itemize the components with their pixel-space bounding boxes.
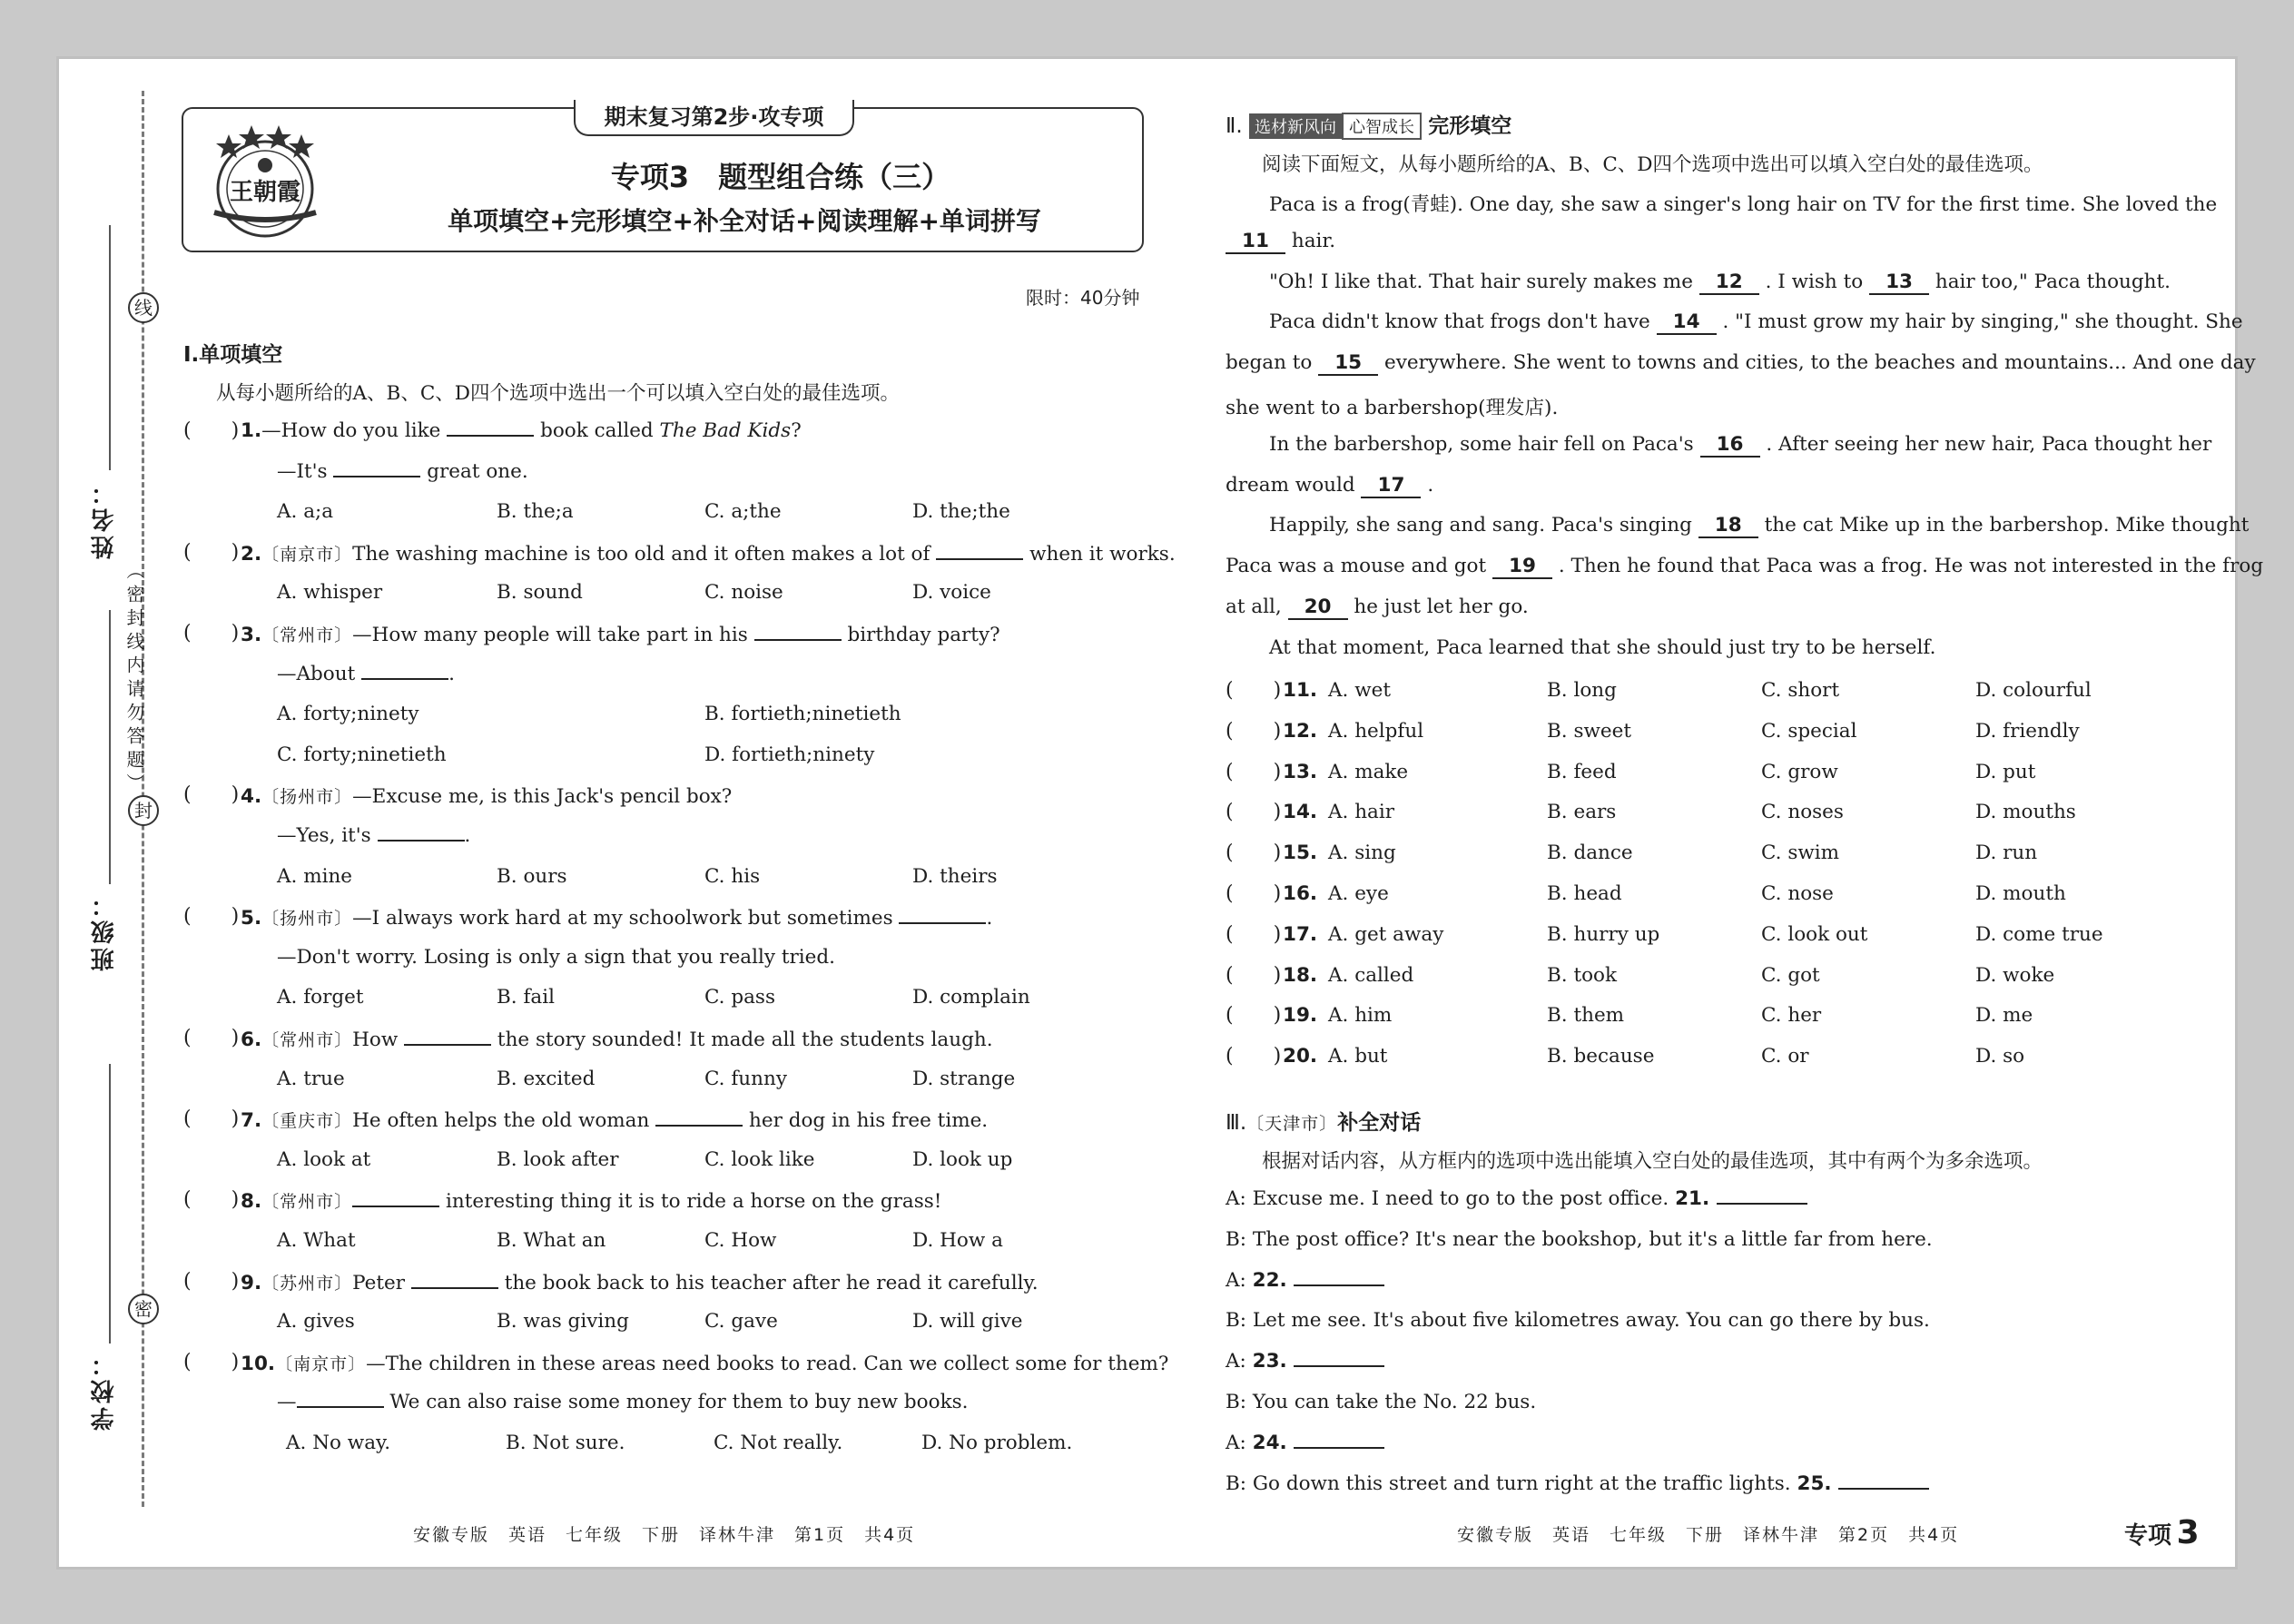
option[interactable]: C. look out [1761,922,1868,946]
option[interactable]: D. colourful [1975,679,2092,702]
cloze-blank[interactable]: 19 [1492,555,1552,579]
passage-text: began to [1226,351,1319,375]
question-number: 17. [1283,922,1318,946]
answer-bracket[interactable]: ( ) [183,1188,240,1212]
option[interactable]: B. look after [497,1147,619,1171]
passage-text: In the barbershop, some hair fell on Paca's [1269,432,1700,456]
option[interactable]: C. nose [1761,882,1834,905]
option[interactable]: B. took [1547,963,1618,987]
passage-text: . Then he found that Paca was a frog. He was not interested in the frog [1558,555,2264,578]
question-number: 15. [1283,842,1318,865]
stem-text: —I always work hard at my schoolwork but sometimes [352,907,900,930]
question-stem [241,905,992,930]
passage-line [1269,310,2243,335]
option[interactable]: B. sound [497,581,583,605]
question-reply [277,663,455,685]
passage-line [1269,189,2217,217]
option[interactable]: B. fortieth;ninetieth [704,703,901,726]
option[interactable]: B. them [1547,1004,1625,1028]
option[interactable]: C. her [1761,1004,1822,1028]
option[interactable]: A. get away [1328,922,1444,946]
header-tab: 期末复习第2步·攻专项 [574,100,854,136]
passage-text: . "I must grow my hair by singing," she thought. She [1722,310,2243,334]
option[interactable]: B. long [1547,679,1617,702]
dialog-line [1226,1350,1384,1373]
option[interactable]: A. mine [277,864,353,888]
option[interactable]: D. woke [1975,963,2055,987]
reply-text: —Don't worry. Losing is only a sign that you really tried. [277,945,835,969]
option[interactable]: D. put [1975,760,2036,783]
question-source: 〔扬州市〕 [261,787,353,808]
passage-text: . [1427,473,1434,497]
option[interactable]: D. come true [1975,922,2103,946]
cloze-blank[interactable]: 12 [1699,271,1759,295]
stem-text: Peter [352,1271,411,1294]
section1-instruction: 从每小题所给的A、B、C、D四个选项中选出一个可以填入空白处的最佳选项。 [216,382,901,405]
option[interactable]: A. sing [1328,842,1396,865]
footer-left: 安徽专版 英语 七年级 下册 译林牛津 第1页 共4页 [413,1525,916,1545]
answer-blank[interactable] [333,475,420,477]
answer-blank[interactable] [297,1405,384,1408]
option[interactable]: C. or [1761,1045,1809,1068]
line-mark: 线 [128,292,159,323]
option[interactable]: C. noise [704,581,783,605]
question-number: 12. [1283,719,1318,743]
question-number: 7. [241,1109,262,1133]
answer-bracket[interactable]: ( ) [1226,882,1282,905]
option[interactable]: B. was giving [497,1310,629,1334]
stem-text: interesting thing it is to ride a horse on the grass! [439,1190,942,1214]
dialog-line [1226,1187,1807,1210]
answer-bracket[interactable]: ( ) [1226,1045,1282,1068]
option[interactable]: C. special [1761,719,1857,743]
passage-text: everywhere. She went to towns and cities, to the beaches and mountains... And one day [1384,351,2256,375]
question-number: 16. [1283,882,1318,905]
question-stem [241,419,802,442]
cloze-blank[interactable]: 13 [1869,271,1929,295]
option[interactable]: A. gives [277,1310,355,1334]
answer-bracket[interactable]: ( ) [183,622,240,645]
question-stem [241,783,732,808]
passage-text: Paca didn't know that frogs don't have [1269,310,1657,334]
question-number: 8. [241,1190,262,1214]
passage-text: hair. [1291,229,1336,252]
option[interactable]: D. strange [912,1067,1016,1090]
reply-text: We can also raise some money for them to buy new books. [383,1391,969,1414]
dialog-text: B: You can take the No. 22 bus. [1226,1391,1537,1413]
cloze-blank[interactable]: 18 [1698,514,1758,538]
question-number: 19. [1283,1004,1318,1028]
passage-line [1226,474,1433,498]
footer-right: 安徽专版 英语 七年级 下册 译林牛津 第2页 共4页 [1457,1525,1960,1545]
option[interactable]: C. forty;ninetieth [277,743,447,766]
question-source: 〔常州市〕 [261,625,353,645]
question-stem [241,1270,1039,1294]
dialog-blank[interactable] [1294,1364,1384,1367]
page-title: 专项3 题型组合练（三） [610,160,951,194]
stem-text: the book back to his teacher after he read it carefully. [497,1271,1039,1294]
time-limit: 限时：40分钟 [1026,287,1140,309]
question-source: 〔苏州市〕 [261,1273,353,1294]
name-label: 姓名： [91,477,118,559]
dialog-text: B: Go down this street and turn right at the traffic lights. [1226,1471,1797,1495]
class-field[interactable] [109,610,111,884]
option[interactable]: A. No way. [286,1432,391,1454]
section3-header [1226,1106,1421,1136]
option[interactable]: D. will give [912,1310,1023,1334]
stem-text: The washing machine is too old and it often makes a lot of [352,542,937,566]
dialog-text: B: The post office? It's near the bookshop, but it's a little far from here. [1226,1227,1933,1251]
option[interactable]: C. look like [704,1147,815,1171]
passage-line [1269,271,2171,295]
blank-number: 25. [1797,1471,1839,1495]
question-source: 〔常州市〕 [261,1192,353,1213]
answer-blank[interactable] [447,434,534,437]
option[interactable]: C. his [704,864,761,888]
stem-text: He often helps the old woman [352,1109,656,1133]
option[interactable]: C. noses [1761,801,1844,824]
answer-bracket[interactable]: ( ) [1226,963,1282,987]
cloze-blank[interactable]: 20 [1288,595,1348,620]
question-reply [277,460,528,483]
question-source: 〔南京市〕 [275,1353,367,1374]
answer-bracket[interactable]: ( ) [183,905,240,929]
stem-text: the story sounded! It made all the students laugh. [491,1029,993,1051]
school-field[interactable] [109,1064,111,1343]
option[interactable]: A. a;a [277,500,334,524]
question-number: 6. [241,1029,262,1051]
dialog-line [1226,1228,1933,1251]
question-number: 10. [241,1352,276,1375]
passage-line [1269,636,1935,659]
section3-title: 补全对话 [1337,1111,1422,1135]
reply-text: . [464,824,471,847]
question-source: 〔常州市〕 [261,1030,353,1050]
option[interactable]: B. head [1547,882,1622,905]
question-source: 〔重庆市〕 [261,1111,353,1132]
passage-text: At that moment, Paca learned that she should just try to be herself. [1269,635,1936,659]
option[interactable]: A. eye [1328,882,1389,905]
option[interactable]: A. look at [277,1147,371,1171]
option[interactable]: B. excited [497,1067,596,1090]
question-number: 1. [241,419,262,442]
svg-text:王朝霞: 王朝霞 [229,179,301,206]
section2-header [1226,109,1511,140]
stem-text: when it works. [1023,542,1176,566]
section3-place: 〔天津市〕 [1246,1114,1338,1134]
question-number: 14. [1283,801,1318,824]
dialog-blank[interactable] [1294,1284,1384,1286]
passage-text: "Oh! I like that. That hair surely makes me [1269,270,1699,293]
dialog-line [1226,1391,1536,1413]
option[interactable]: B. because [1547,1045,1655,1068]
passage-text: hair too," Paca thought. [1935,270,2171,293]
option[interactable]: C. Not really. [714,1432,843,1454]
stem-text: birthday party? [841,624,1000,646]
question-number: 4. [241,785,262,809]
answer-bracket[interactable]: ( ) [183,1269,240,1293]
option[interactable]: A. him [1328,1004,1393,1028]
reply-text: —It's [277,459,334,483]
option[interactable]: C. pass [704,986,776,1009]
question-number: 3. [241,624,262,646]
answer-blank[interactable] [899,921,986,924]
dialog-text: A: Excuse me. I need to go to the post office. [1226,1187,1676,1210]
dialog-blank[interactable] [1717,1202,1807,1205]
passage-line [1226,351,2256,376]
option[interactable]: B. fail [497,986,555,1009]
question-number: 9. [241,1271,262,1294]
option[interactable]: B. Not sure. [506,1432,625,1454]
dialog-text: B: Let me see. It's about five kilometres away. You can go there by bus. [1226,1309,1930,1333]
option[interactable]: D. so [1975,1045,2025,1068]
passage-line [1269,433,2211,458]
option[interactable]: B. ears [1547,801,1617,824]
answer-bracket[interactable]: ( ) [1226,679,1282,702]
passage-text: Paca was a mouse and got [1226,555,1492,578]
option[interactable]: A. hair [1328,801,1395,824]
seal-note: （密封线内请勿答题） [123,561,145,797]
option[interactable]: C. swim [1761,842,1840,865]
option[interactable]: C. got [1761,963,1820,987]
option[interactable]: B. dance [1547,842,1633,865]
section2-instruction: 阅读下面短文，从每小题所给的A、B、C、D四个选项中选出可以填入空白处的最佳选项。 [1262,153,2043,176]
cloze-blank[interactable]: 11 [1226,230,1285,254]
option[interactable]: D. complain [912,986,1030,1009]
answer-bracket[interactable]: ( ) [183,1350,240,1373]
option[interactable]: D. run [1975,842,2038,865]
brand-logo [202,118,329,241]
option[interactable]: D. mouth [1975,882,2066,905]
question-reply [277,824,470,847]
passage-line [1226,230,1335,254]
passage-text: dream would [1226,473,1362,497]
passage-line [1226,595,1529,620]
question-stem [241,541,1176,566]
answer-blank[interactable] [411,1286,498,1289]
option[interactable]: C. a;the [704,500,782,524]
book-title: The Bad Kids [659,419,792,442]
question-stem [241,1027,993,1051]
cloze-blank[interactable]: 16 [1700,433,1760,458]
question-stem [241,622,1000,646]
answer-bracket[interactable]: ( ) [1226,1004,1282,1028]
option[interactable]: A. whisper [277,581,383,605]
blank-number: 24. [1252,1431,1295,1454]
dialog-line [1226,1472,1929,1495]
corner-label: 专项 3 [2124,1514,2200,1551]
option[interactable]: A. forget [277,986,364,1009]
name-field[interactable] [109,225,111,470]
option[interactable]: A. but [1328,1045,1388,1068]
passage-line [1226,392,1558,420]
question-source: 〔扬州市〕 [261,909,353,930]
section2-title: 完形填空 [1428,114,1512,138]
option[interactable]: B. the;a [497,500,574,524]
question-number: 2. [241,542,262,566]
option[interactable]: B. ours [497,864,567,888]
reply-text: — [277,1391,297,1414]
option[interactable]: C. funny [704,1067,787,1090]
cloze-blank[interactable]: 14 [1657,310,1717,335]
section2-num: Ⅱ. [1226,114,1243,138]
option[interactable]: C. gave [704,1310,778,1334]
secret-mark: 密 [128,1294,159,1324]
seal-mark: 封 [128,795,159,826]
answer-bracket[interactable]: ( ) [183,419,240,442]
passage-text: she went to a barbershop(理发店). [1226,397,1559,419]
dialog-text: A: [1226,1350,1253,1373]
answer-bracket[interactable]: ( ) [1226,801,1282,824]
section3-instruction: 根据对话内容，从方框内的选项中选出能填入空白处的最佳选项，其中有两个为多余选项。 [1262,1150,2043,1173]
blank-number: 22. [1252,1268,1295,1292]
answer-bracket[interactable]: ( ) [1226,922,1282,946]
answer-bracket[interactable]: ( ) [183,1107,240,1131]
stem-text: —The children in these areas need books to read. Can we collect some for them? [366,1352,1169,1375]
option[interactable]: A. called [1328,963,1414,987]
answer-bracket[interactable]: ( ) [183,540,240,564]
stem-text: —Excuse me, is this Jack's pencil box? [352,785,733,809]
section1-title: Ⅰ.单项填空 [183,343,283,367]
option[interactable]: A. What [277,1229,356,1252]
question-stem [241,1107,988,1132]
option[interactable]: C. How [704,1229,777,1252]
option[interactable]: D. How a [912,1229,1003,1252]
passage-text: Happily, she sang and sang. Paca's singing [1269,514,1698,537]
passage-text: . After seeing her new hair, Paca thought her [1766,432,2212,456]
cloze-blank[interactable]: 15 [1318,351,1378,376]
option[interactable]: D. look up [912,1147,1013,1171]
badge-material: 选材新风向 [1249,113,1342,139]
answer-blank[interactable] [655,1124,743,1127]
stem-text: . [986,907,993,930]
passage-text: he just let her go. [1354,595,1529,618]
option[interactable]: A. forty;ninety [277,703,419,726]
option[interactable]: A. helpful [1328,719,1424,743]
question-reply [277,946,835,969]
option[interactable]: D. fortieth;ninety [704,743,875,766]
stem-text: her dog in his free time. [743,1109,989,1133]
dialog-text: A: [1226,1431,1253,1454]
question-number: 11. [1283,679,1318,702]
dialog-line [1226,1309,1930,1332]
option[interactable]: C. short [1761,679,1840,702]
answer-bracket[interactable]: ( ) [1226,760,1282,783]
school-label: 学校： [91,1349,118,1431]
question-reply [277,1391,968,1413]
option[interactable]: B. feed [1547,760,1617,783]
passage-text: at all, [1226,595,1288,618]
answer-bracket[interactable]: ( ) [183,783,240,807]
answer-bracket[interactable]: ( ) [1226,719,1282,743]
passage-text: . I wish to [1765,270,1870,293]
answer-blank[interactable] [404,1043,491,1046]
question-stem [241,1188,941,1213]
option[interactable]: D. mouths [1975,801,2076,824]
cloze-blank[interactable]: 17 [1361,474,1421,498]
question-source: 〔南京市〕 [261,544,353,565]
dialog-blank[interactable] [1294,1446,1384,1449]
option[interactable]: A. wet [1328,679,1391,702]
dialog-line [1226,1432,1384,1454]
section3-num: Ⅲ. [1226,1111,1247,1135]
answer-blank[interactable] [361,677,448,680]
answer-bracket[interactable]: ( ) [183,1027,240,1049]
option[interactable]: B. sweet [1547,719,1631,743]
reply-text: —About [277,662,362,685]
stem-text: How [352,1029,405,1051]
dialog-text: A: [1226,1268,1253,1292]
stem-text: ? [791,419,802,442]
passage-line [1269,514,2249,538]
option[interactable]: D. voice [912,581,991,605]
reply-text: —Yes, it's [277,824,378,847]
blank-number: 23. [1252,1350,1295,1373]
question-number: 13. [1283,760,1318,783]
stem-text: book called [534,419,660,442]
option[interactable]: B. hurry up [1547,922,1660,946]
answer-blank[interactable] [378,839,465,842]
option[interactable]: D. No problem. [921,1432,1073,1454]
passage-text: Paca is a frog(青蛙). One day, she saw a singer's long hair on TV for the first time. She loved the [1269,193,2218,216]
blank-number: 21. [1675,1187,1717,1210]
badge-growth: 心智成长 [1342,113,1422,140]
answer-bracket[interactable]: ( ) [1226,842,1282,865]
option[interactable]: D. theirs [912,864,998,888]
question-stem [241,1351,1168,1375]
stem-text: —How do you like [261,419,448,442]
option[interactable]: D. friendly [1975,719,2080,743]
stem-text: —How many people will take part in his [352,624,754,646]
option[interactable]: C. grow [1761,760,1838,783]
page-subtitle: 单项填空+完形填空+补全对话+阅读理解+单词拼写 [448,206,1041,236]
answer-blank[interactable] [936,557,1023,560]
dialog-line [1226,1269,1384,1292]
class-label: 班级： [91,890,118,971]
reply-text: great one. [420,459,528,483]
answer-blank[interactable] [352,1205,439,1207]
option[interactable]: D. me [1975,1004,2033,1028]
dialog-blank[interactable] [1838,1487,1929,1490]
question-number: 20. [1283,1045,1318,1068]
answer-blank[interactable] [754,638,842,641]
reply-text: . [448,662,455,685]
question-number: 5. [241,907,262,930]
passage-text: the cat Mike up in the barbershop. Mike thought [1764,514,2250,537]
passage-line [1226,555,2263,579]
option[interactable]: B. What an [497,1229,606,1252]
option[interactable]: D. the;the [912,500,1010,524]
question-number: 18. [1283,963,1318,987]
option[interactable]: A. make [1328,760,1409,783]
option[interactable]: A. true [277,1067,345,1090]
